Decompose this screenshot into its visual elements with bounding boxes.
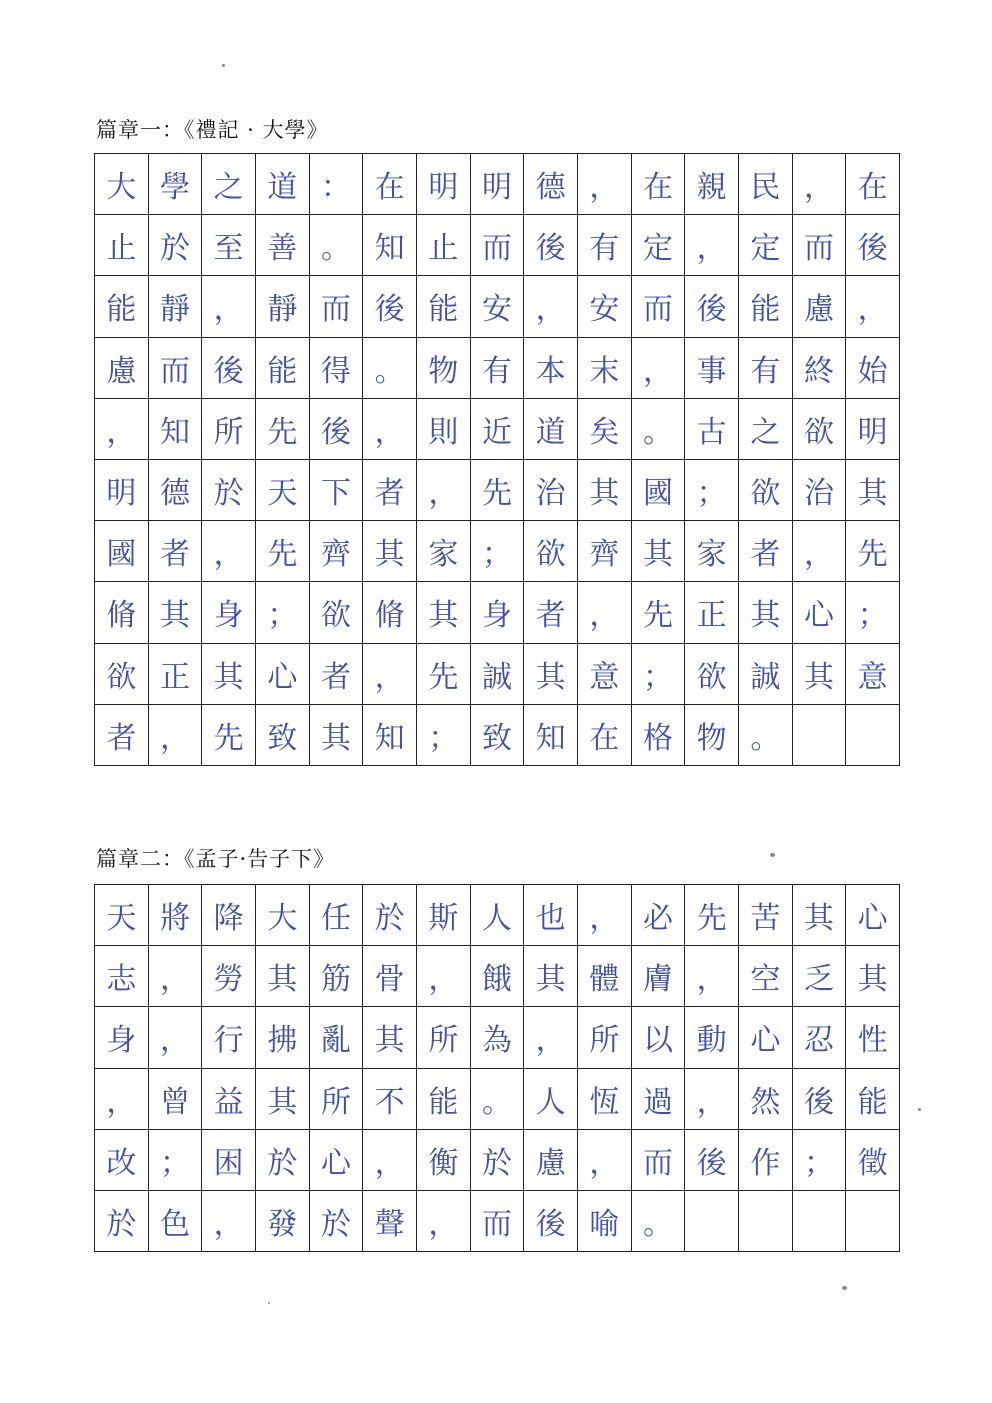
grid-cell: 齊: [310, 521, 364, 582]
grid-cell: 先: [256, 399, 310, 460]
grid-cell: 後: [846, 215, 900, 276]
grid-cell: ，: [417, 1191, 471, 1252]
grid-cell: ，: [363, 1130, 417, 1191]
grid-cell: ，: [846, 276, 900, 337]
grid-cell: 明: [95, 460, 149, 521]
grid-cell: 知: [363, 215, 417, 276]
grid-cell: ；: [685, 460, 739, 521]
grid-cell: 道: [256, 154, 310, 215]
grid-cell: 後: [202, 338, 256, 399]
grid-cell: 徵: [846, 1130, 900, 1191]
grid-cell: 空: [739, 946, 793, 1007]
grid-cell: 民: [739, 154, 793, 215]
grid-cell: ，: [202, 521, 256, 582]
grid-cell: 乏: [793, 946, 847, 1007]
grid-cell: 者: [363, 460, 417, 521]
grid-cell: 欲: [310, 582, 364, 643]
grid-cell: 能: [417, 1069, 471, 1130]
grid-cell: 後: [524, 1191, 578, 1252]
grid-cell: 體: [578, 946, 632, 1007]
grid-cell: 親: [685, 154, 739, 215]
grid-cell: 定: [632, 215, 686, 276]
grid-cell: 國: [632, 460, 686, 521]
grid-cell: 益: [202, 1069, 256, 1130]
grid-cell: ，: [149, 705, 203, 766]
grid-cell: 其: [256, 1069, 310, 1130]
grid-cell: 於: [149, 215, 203, 276]
grid-cell: 安: [471, 276, 525, 337]
grid-cell: ，: [363, 399, 417, 460]
grid-cell: 色: [149, 1191, 203, 1252]
writing-grid-1: [94, 153, 900, 766]
grid-cell: 者: [310, 644, 364, 705]
section-1-heading: 篇章一：《禮記 · 大學》: [96, 118, 329, 142]
grid-cell: 膚: [632, 946, 686, 1007]
grid-cell: 後: [793, 1069, 847, 1130]
grid-cell: 明: [417, 154, 471, 215]
grid-cell: 靜: [256, 276, 310, 337]
grid-cell: 降: [202, 885, 256, 946]
grid-cell: 治: [524, 460, 578, 521]
grid-cell: 先: [417, 644, 471, 705]
grid-cell: 物: [417, 338, 471, 399]
grid-cell: 其: [632, 521, 686, 582]
grid-cell: 本: [524, 338, 578, 399]
grid-cell: 困: [202, 1130, 256, 1191]
grid-cell: 先: [632, 582, 686, 643]
grid-cell: 事: [685, 338, 739, 399]
grid-cell: [793, 1191, 847, 1252]
grid-cell: 能: [739, 276, 793, 337]
grid-cell: 下: [310, 460, 364, 521]
grid-cell: 於: [471, 1130, 525, 1191]
grid-cell: 心: [739, 1007, 793, 1068]
grid-cell: 在: [578, 705, 632, 766]
grid-cell: 心: [310, 1130, 364, 1191]
grid-cell: 過: [632, 1069, 686, 1130]
paper-speck: [268, 1302, 270, 1304]
grid-cell: 其: [846, 946, 900, 1007]
grid-cell: [846, 1191, 900, 1252]
grid-cell: 天: [95, 885, 149, 946]
grid-cell: 格: [632, 705, 686, 766]
grid-cell: 於: [95, 1191, 149, 1252]
grid-cell: 先: [846, 521, 900, 582]
grid-cell: 靜: [149, 276, 203, 337]
grid-cell: 脩: [95, 582, 149, 643]
grid-cell: ，: [578, 885, 632, 946]
paper-speck: [770, 853, 775, 857]
grid-cell: 於: [363, 885, 417, 946]
grid-cell: ；: [632, 644, 686, 705]
grid-cell: 斯: [417, 885, 471, 946]
grid-cell: [793, 705, 847, 766]
grid-cell: 其: [310, 705, 364, 766]
grid-cell: [846, 705, 900, 766]
grid-cell: 始: [846, 338, 900, 399]
grid-cell: 末: [578, 338, 632, 399]
grid-cell: 後: [363, 276, 417, 337]
grid-cell: ；: [793, 1130, 847, 1191]
grid-cell: 終: [793, 338, 847, 399]
grid-cell: 任: [310, 885, 364, 946]
grid-cell: 。: [632, 1191, 686, 1252]
grid-cell: 能: [95, 276, 149, 337]
grid-cell: 拂: [256, 1007, 310, 1068]
grid-cell: ，: [793, 521, 847, 582]
grid-cell: 得: [310, 338, 364, 399]
grid-cell: 先: [685, 885, 739, 946]
grid-cell: 其: [578, 460, 632, 521]
grid-cell: 古: [685, 399, 739, 460]
grid-cell: 齊: [578, 521, 632, 582]
grid-cell: 其: [793, 885, 847, 946]
grid-cell: 在: [363, 154, 417, 215]
grid-cell: 先: [256, 521, 310, 582]
grid-cell: ，: [685, 215, 739, 276]
grid-cell: ，: [685, 946, 739, 1007]
grid-cell: 心: [256, 644, 310, 705]
grid-cell: 家: [685, 521, 739, 582]
grid-cell: 衡: [417, 1130, 471, 1191]
grid-cell: 。: [632, 399, 686, 460]
grid-cell: 慮: [524, 1130, 578, 1191]
grid-cell: 欲: [685, 644, 739, 705]
grid-cell: ，: [685, 1069, 739, 1130]
grid-cell: ；: [417, 705, 471, 766]
grid-cell: 近: [471, 399, 525, 460]
grid-cell: 。: [739, 705, 793, 766]
grid-cell: 而: [632, 1130, 686, 1191]
grid-cell: 善: [256, 215, 310, 276]
grid-cell: 德: [524, 154, 578, 215]
grid-cell: 為: [471, 1007, 525, 1068]
grid-cell: 國: [95, 521, 149, 582]
grid-cell: 欲: [95, 644, 149, 705]
grid-cell: 作: [739, 1130, 793, 1191]
grid-cell: 餓: [471, 946, 525, 1007]
grid-cell: ；: [471, 521, 525, 582]
grid-cell: 誠: [739, 644, 793, 705]
grid-cell: 其: [524, 946, 578, 1007]
grid-cell: 其: [524, 644, 578, 705]
grid-cell: 必: [632, 885, 686, 946]
grid-cell: ，: [363, 644, 417, 705]
grid-cell: 先: [471, 460, 525, 521]
grid-cell: ；: [256, 582, 310, 643]
grid-cell: ，: [202, 276, 256, 337]
grid-cell: 也: [524, 885, 578, 946]
grid-cell: 則: [417, 399, 471, 460]
grid-cell: 在: [846, 154, 900, 215]
grid-cell: 而: [310, 276, 364, 337]
grid-cell: 矣: [578, 399, 632, 460]
grid-cell: 道: [524, 399, 578, 460]
grid-cell: 學: [149, 154, 203, 215]
grid-cell: 止: [95, 215, 149, 276]
grid-cell: 慮: [95, 338, 149, 399]
grid-cell: 正: [149, 644, 203, 705]
grid-cell: ，: [793, 154, 847, 215]
grid-cell: ，: [95, 399, 149, 460]
grid-cell: 發: [256, 1191, 310, 1252]
grid-cell: 其: [149, 582, 203, 643]
grid-cell: 其: [202, 644, 256, 705]
grid-cell: 慮: [793, 276, 847, 337]
grid-cell: 喻: [578, 1191, 632, 1252]
paper-speck: [918, 1108, 921, 1111]
grid-cell: 性: [846, 1007, 900, 1068]
grid-cell: 之: [739, 399, 793, 460]
grid-cell: 脩: [363, 582, 417, 643]
grid-cell: ，: [417, 460, 471, 521]
grid-cell: 骨: [363, 946, 417, 1007]
grid-cell: 然: [739, 1069, 793, 1130]
grid-cell: 物: [685, 705, 739, 766]
grid-cell: 心: [793, 582, 847, 643]
grid-cell: 其: [256, 946, 310, 1007]
grid-cell: ，: [524, 1007, 578, 1068]
grid-cell: ；: [149, 1130, 203, 1191]
grid-cell: 於: [202, 460, 256, 521]
grid-cell: 德: [149, 460, 203, 521]
grid-cell: 其: [739, 582, 793, 643]
grid-cell: 大: [95, 154, 149, 215]
grid-cell: 亂: [310, 1007, 364, 1068]
grid-cell: 有: [578, 215, 632, 276]
writing-grid-2: [94, 884, 900, 1252]
grid-cell: 以: [632, 1007, 686, 1068]
grid-cell: 所: [310, 1069, 364, 1130]
grid-cell: ；: [846, 582, 900, 643]
grid-cell: 心: [846, 885, 900, 946]
grid-cell: 致: [471, 705, 525, 766]
grid-cell: 知: [524, 705, 578, 766]
grid-cell: 身: [202, 582, 256, 643]
grid-cell: 苦: [739, 885, 793, 946]
grid-cell: 安: [578, 276, 632, 337]
grid-cell: 聲: [363, 1191, 417, 1252]
grid-cell: 意: [846, 644, 900, 705]
grid-cell: 所: [202, 399, 256, 460]
grid-cell: 人: [471, 885, 525, 946]
grid-cell: 而: [632, 276, 686, 337]
grid-cell: 知: [363, 705, 417, 766]
grid-cell: 者: [95, 705, 149, 766]
grid-cell: 能: [256, 338, 310, 399]
grid-cell: 其: [363, 1007, 417, 1068]
grid-cell: 致: [256, 705, 310, 766]
grid-cell: 有: [739, 338, 793, 399]
grid-cell: 止: [417, 215, 471, 276]
grid-cell: 而: [793, 215, 847, 276]
grid-cell: 而: [149, 338, 203, 399]
grid-cell: 後: [524, 215, 578, 276]
grid-cell: ，: [578, 582, 632, 643]
grid-cell: 所: [578, 1007, 632, 1068]
grid-cell: ，: [417, 946, 471, 1007]
grid-cell: 者: [524, 582, 578, 643]
paper-speck: [222, 64, 225, 67]
grid-cell: 其: [417, 582, 471, 643]
grid-cell: 治: [793, 460, 847, 521]
grid-cell: 。: [310, 215, 364, 276]
grid-cell: 於: [256, 1130, 310, 1191]
grid-cell: 有: [471, 338, 525, 399]
grid-cell: 欲: [524, 521, 578, 582]
grid-cell: 行: [202, 1007, 256, 1068]
grid-cell: 其: [793, 644, 847, 705]
grid-cell: 者: [739, 521, 793, 582]
grid-cell: 正: [685, 582, 739, 643]
grid-cell: 人: [524, 1069, 578, 1130]
grid-cell: 身: [95, 1007, 149, 1068]
grid-cell: 知: [149, 399, 203, 460]
grid-cell: 至: [202, 215, 256, 276]
grid-cell: ，: [578, 154, 632, 215]
grid-cell: 明: [846, 399, 900, 460]
grid-cell: 後: [685, 276, 739, 337]
grid-cell: 欲: [793, 399, 847, 460]
grid-cell: 其: [846, 460, 900, 521]
grid-cell: 家: [417, 521, 471, 582]
grid-cell: 。: [363, 338, 417, 399]
grid-cell: ，: [95, 1069, 149, 1130]
grid-cell: 改: [95, 1130, 149, 1191]
grid-cell: 明: [471, 154, 525, 215]
section-2-heading: 篇章二：《孟子·告子下》: [96, 847, 336, 871]
grid-cell: 忍: [793, 1007, 847, 1068]
grid-cell: ，: [578, 1130, 632, 1191]
grid-cell: 恆: [578, 1069, 632, 1130]
grid-cell: 而: [471, 215, 525, 276]
grid-cell: ，: [149, 946, 203, 1007]
grid-cell: ：: [310, 154, 364, 215]
grid-cell: 欲: [739, 460, 793, 521]
grid-cell: 筋: [310, 946, 364, 1007]
grid-cell: ，: [202, 1191, 256, 1252]
grid-cell: 意: [578, 644, 632, 705]
grid-cell: 其: [363, 521, 417, 582]
grid-cell: [685, 1191, 739, 1252]
grid-cell: 身: [471, 582, 525, 643]
grid-cell: 將: [149, 885, 203, 946]
grid-cell: ，: [632, 338, 686, 399]
grid-cell: ，: [149, 1007, 203, 1068]
grid-cell: 誠: [471, 644, 525, 705]
grid-cell: 者: [149, 521, 203, 582]
grid-cell: 志: [95, 946, 149, 1007]
grid-cell: 在: [632, 154, 686, 215]
paper-speck: [842, 1286, 847, 1290]
grid-cell: 動: [685, 1007, 739, 1068]
grid-cell: 定: [739, 215, 793, 276]
grid-cell: 大: [256, 885, 310, 946]
grid-cell: 能: [417, 276, 471, 337]
grid-cell: 而: [471, 1191, 525, 1252]
grid-cell: [739, 1191, 793, 1252]
grid-cell: 曾: [149, 1069, 203, 1130]
grid-cell: 能: [846, 1069, 900, 1130]
grid-cell: 天: [256, 460, 310, 521]
grid-cell: ，: [524, 276, 578, 337]
grid-cell: 於: [310, 1191, 364, 1252]
grid-cell: 不: [363, 1069, 417, 1130]
grid-cell: 所: [417, 1007, 471, 1068]
grid-cell: 勞: [202, 946, 256, 1007]
grid-cell: 後: [310, 399, 364, 460]
grid-cell: 後: [685, 1130, 739, 1191]
grid-cell: 。: [471, 1069, 525, 1130]
grid-cell: 之: [202, 154, 256, 215]
grid-cell: 先: [202, 705, 256, 766]
